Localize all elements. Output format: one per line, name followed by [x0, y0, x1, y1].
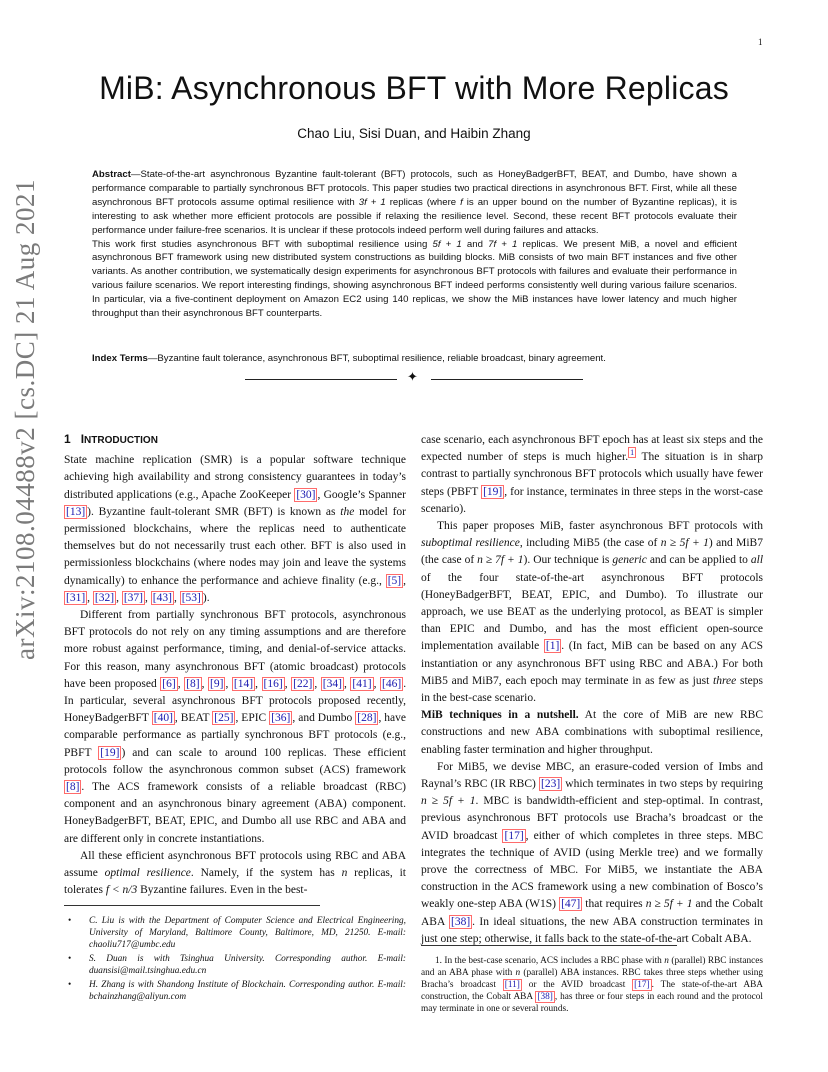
section-heading-introduction [64, 431, 406, 449]
citation-link[interactable]: [23] [540, 778, 561, 791]
citation-link[interactable]: [28] [357, 712, 377, 725]
citation-link[interactable]: [38] [451, 915, 471, 928]
right-column [421, 432, 763, 948]
footnote-rule [421, 945, 677, 946]
citation-link[interactable]: [37] [123, 591, 144, 604]
affiliation-footnotes [64, 915, 406, 1005]
citation-link[interactable]: [8] [66, 781, 80, 794]
citation-link[interactable]: [8] [186, 677, 200, 690]
citation-link[interactable]: [16] [263, 677, 283, 690]
left-column [64, 431, 406, 899]
abstract-text: replicas (where [385, 196, 461, 208]
intro-paragraph-5: This paper proposes MiB, faster asynchronous BFT protocols with suboptimal resilience, including MiB5 (the case of n ≥ 5f + 1) and MiB7 (the case of n ≥ 7f + 1). Our technique is generic and can be applied to all of the four state-of-the-art asynchronous BFT protocols (HoneyBadgerBFT, BEAT, EPIC, and Dumbo). To illustrate our approach, we use BEAT as the underlying protocol, as BEAT is simpler than EPIC and Dumbo, and has the most efficient open-source implementation available [1] . (In fact, MiB can be based on any ACS instantiation or any asynchronous BFT using RBC and ABA.) For both MiB5 and MiB7, each epoch may terminate in as few as just three steps in the best-case scenario. [421, 520, 764, 705]
abstract-text: is an upper bound on the number of Byzantine replicas), it is interesting to ask whether more efficient protocols are possible if relaxing the resilience level. Second, these recent BFT protocols evaluate their performance under failure-free scenarios. It is unclear if these protocols indeed perform well during failures and attacks. [92, 196, 737, 236]
citation-link[interactable]: [53] [181, 591, 201, 604]
citation-link[interactable]: [13] [66, 505, 86, 518]
citation-link[interactable]: [31] [66, 591, 86, 604]
abstract-label: Abstract [92, 169, 131, 180]
affiliation-footnote: • C. Liu is with the Department of Computer Science and Electrical Engineering, University of Maryland, Baltimore County, Baltimore, MD, 21250. E-mail: chaoliu717@umbc.edu [68, 916, 406, 950]
citation-link[interactable]: [34] [322, 677, 342, 690]
math-inline: 5f + 1 [432, 238, 462, 250]
citation-link[interactable]: [1] [545, 640, 560, 653]
abstract [92, 168, 737, 321]
intro-paragraph-7: For MiB5, we devise MBC, an erasure-coded version of Imbs and Raynal’s RBC (IR RBC) [23] which terminates in two steps by requiring n ≥ 5f + 1. MBC is bandwidth-efficient and step-optimal. In contrast, previous asynchronous BFT protocols use Bracha’s broadcast or the AVID broadcast [17] , either of which completes in three steps. MBC integrates the technique of AVID (using Merkle tree) and we formally prove the correctness of MBC. For MiB5, we instantiate the ABA construction in the ACS framework using a new combination of Bosco’s weakly one-step ABA (W1S) [47] that requires n ≥ 5f + 1 and the Cobalt ABA [38] . In ideal situations, the new ABA construction terminates in just one step; otherwise, it falls back to the state-of-the-art Cobalt ABA. [421, 760, 763, 945]
index-terms-label: Index Terms [92, 353, 148, 364]
abstract-text: replicas. We present MiB, a novel and efficient asynchronous BFT framework using new distributed system constructions as building blocks. MiB consists of two main BFT instances and five other variants. As another contribution, we systematically design experiments for asynchronous BFT protocols with failures and evaluate their performance in various failure scenarios. We report interesting findings, showing asynchronous BFT indeed performs consistently well during various failure scenarios. In particular, via a five-continent deployment on Amazon EC2 using 140 replicas, we show the MiB instances have lower latency and much higher throughput than their asynchronous BFT counterparts. [92, 238, 738, 320]
intro-paragraph-2: Different from partially synchronous BFT protocols, asynchronous BFT protocols do not rely on any timing assumptions and are therefore more robust against performance, timing, and denial-of-service attacks. For this reason, many asynchronous BFT (atomic broadcast) protocols have been proposed [6] , [8] , [9] , [14] , [16] , [22] , [34] , [41] , [46] . In particular, several asynchronous BFT protocols proposed recently, HoneyBadgerBFT [40] , BEAT [25] , EPIC [36] , and Dumbo [28] , have comparable performance as partially synchronous BFT protocols (e.g., PBFT [19] ) and can scale to around 100 replicas. These efficient protocols follow the asynchronous common subset (ACS) framework [8] . The ACS framework consists of a reliable broadcast (RBC) component and an asynchronous binary agreement (ABA) component. HoneyBadgerBFT, BEAT, EPIC, and Dumbo all use RBC and ABA and are different only in concrete instantiations. [64, 609, 407, 845]
divider-star-icon: ✦ [407, 369, 418, 384]
bullet-icon: • [68, 954, 72, 964]
math-inline: 3f + 1 [358, 196, 386, 208]
affiliation-footnote: • H. Zhang is with Shandong Institute of Blockchain. Corresponding author. E-mail: bchainzhang@aliyun.com [68, 980, 406, 1002]
paragraph-heading: MiB techniques in a nutshell. [421, 709, 579, 722]
citation-link[interactable]: [19] [100, 746, 120, 759]
section-divider [245, 369, 583, 386]
index-terms-text: —Byzantine fault tolerance, asynchronous BFT, suboptimal resilience, reliable broadcast, binary agreement. [147, 353, 606, 364]
citation-link[interactable]: [40] [153, 712, 173, 725]
citation-link[interactable]: [6] [162, 677, 176, 690]
citation-link[interactable]: [36] [271, 712, 291, 725]
math-inline: 7f + 1 [488, 238, 518, 250]
intro-paragraph-3: All these efficient asynchronous BFT protocols using RBC and ABA assume optimal resilience. Namely, if the system has n replicas, it tolerates f < n/3 Byzantine failures. Even in the best- [64, 849, 406, 897]
citation-link[interactable]: [9] [210, 677, 224, 690]
footnote-text: 1. In the best-case scenario, ACS includes a RBC phase with n (parallel) RBC instances and an ABA phase with n (parallel) ABA instances. RBC takes three steps whether using Bracha’s broadcast [11] or the AVID broadcast [17] . The state-of-the-art ABA construction, the Cobalt ABA [38] , has three or four steps in each round and the protocol may terminate in one or several rounds. [421, 956, 764, 1014]
index-terms [92, 352, 737, 365]
divider-line-right [431, 379, 583, 380]
intro-paragraph-6: MiB techniques in a nutshell. At the core of MiB are new RBC constructions and new ABA combinations with suboptimal resilience, enabling faster termination and higher throughput. [421, 709, 763, 756]
citation-link[interactable]: [5] [387, 574, 402, 587]
citation-link[interactable]: [17] [634, 980, 650, 990]
citation-link[interactable]: [25] [214, 712, 234, 725]
citation-link[interactable]: [30] [296, 488, 316, 501]
math-inline: f [460, 196, 463, 208]
abstract-text: and [461, 238, 489, 250]
section-title-initial: I [80, 432, 85, 446]
citation-link[interactable]: [11] [504, 980, 520, 990]
section-number: 1 [64, 432, 71, 446]
citation-link[interactable]: [38] [537, 992, 553, 1002]
intro-paragraph-4: case scenario, each asynchronous BFT epoch has at least six steps and the expected number of steps is much higher. $^1$ The situation is in sharp contrast to partially synchronous BFT protocols which usually have fewer steps (PBFT [19] , for instance, terminates in three steps in the worst-case scenario). [421, 434, 763, 515]
citation-link[interactable]: [47] [561, 898, 581, 911]
citation-link[interactable]: [41] [352, 677, 372, 690]
divider-line-left [245, 379, 397, 380]
footnote-1 [421, 955, 763, 1015]
abstract-text: —State-of-the-art asynchronous Byzantine fault-tolerant (BFT) protocols, such as HoneyBadgerBFT, BEAT, and Dumbo, have shown a performance comparable to partially synchronous BFT protocols. This paper studies two practical directions in asynchronous BFT. First, while all these asynchronous BFT protocols assume optimal resilience with [92, 169, 737, 208]
citation-link[interactable]: [19] [483, 485, 503, 498]
abstract-text: This work first studies asynchronous BFT with suboptimal resilience using [92, 238, 433, 250]
citation-link[interactable]: [17] [504, 829, 524, 842]
abstract-paragraph-2 [92, 238, 737, 321]
bullet-icon: • [68, 980, 72, 990]
footnote-link[interactable]: 1 [630, 448, 635, 458]
section-title-rest: NTRODUCTION [84, 435, 158, 446]
arxiv-stamp[interactable]: arXiv:2108.04488v2 [cs.DC] 21 Aug 2021 [10, 179, 40, 660]
author-list: Chao Liu, Sisi Duan, and Haibin Zhang [297, 126, 531, 141]
citation-link[interactable]: [32] [94, 591, 115, 604]
citation-link[interactable]: [46] [382, 677, 402, 690]
abstract-paragraph-1 [92, 168, 737, 238]
intro-paragraph-1: State machine replication (SMR) is a popular software technique achieving high availability and strong consistency guarantees in today’s distributed applications (e.g., Apache ZooKeeper [30] , Google’s Spanner [13] ). Byzantine fault-tolerant SMR (BFT) is known as the model for permissioned blockchains, where the replicas need to authenticate themselves but do not necessarily trust each other. BFT is also used in permissionless blockchains (where nodes may join and leave the systems dynamically) to enhance the performance and achieve finality (e.g., [5] , [31] , [32] , [37] , [43] , [53] ). [64, 454, 406, 604]
paper-title: MiB: Asynchronous BFT with More Replicas [99, 70, 729, 106]
citation-link[interactable]: [43] [152, 591, 172, 604]
citation-link[interactable]: [14] [233, 677, 254, 690]
citation-link[interactable]: [22] [293, 677, 313, 690]
footnote-rule [64, 905, 320, 906]
affiliation-footnote: • S. Duan is with Tsinghua University. Corresponding author. E-mail: duansisi@mail.tsinghua.edu.cn [68, 954, 406, 976]
bullet-icon: • [68, 916, 72, 926]
page-number: 1 [758, 37, 763, 47]
